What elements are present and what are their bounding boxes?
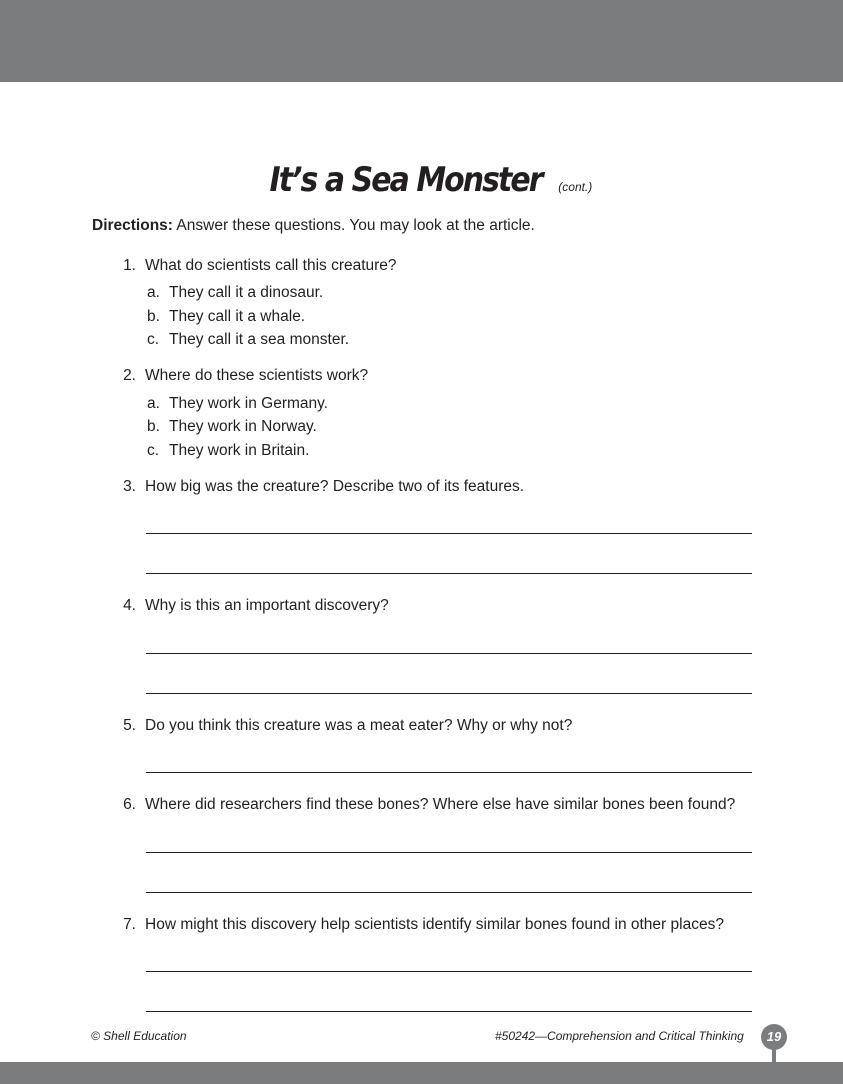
title-cont: (cont.): [558, 180, 593, 194]
question-number: 7.: [123, 916, 136, 933]
header-band: [0, 0, 843, 82]
answer-line[interactable]: [146, 1011, 752, 1012]
question-number: 1.: [123, 257, 136, 274]
question-text: What do scientists call this creature?: [145, 257, 397, 274]
title-text: It’s a Sea Monster: [269, 160, 542, 200]
option-text: They work in Britain.: [169, 442, 310, 459]
question-text: Where did researchers find these bones? Where else have similar bones been found?: [145, 796, 736, 813]
question-text: Where do these scientists work?: [145, 367, 369, 384]
question-text: How big was the creature? Describe two of its features.: [145, 478, 525, 495]
option-letter: b.: [147, 308, 160, 325]
option-letter: a.: [147, 284, 160, 301]
answer-line[interactable]: [146, 533, 752, 534]
directions-label: Directions:: [92, 217, 173, 234]
answer-line[interactable]: [146, 772, 752, 773]
footer-copyright: © Shell Education: [91, 1029, 187, 1043]
option-text: They call it a whale.: [169, 308, 306, 325]
option-letter: a.: [147, 395, 160, 412]
page-title: [0, 160, 843, 200]
question-number: 3.: [123, 478, 136, 495]
question-number: 4.: [123, 597, 136, 614]
option-text: They work in Norway.: [169, 418, 317, 435]
option-letter: c.: [147, 442, 160, 459]
question-text: Why is this an important discovery?: [145, 597, 389, 614]
page-number: 19: [761, 1024, 787, 1050]
question-text: Do you think this creature was a meat eater? Why or why not?: [145, 717, 573, 734]
question-number: 6.: [123, 796, 136, 813]
question-number: 2.: [123, 367, 136, 384]
question-text: How might this discovery help scientists identify similar bones found in other places?: [145, 916, 724, 933]
question-number: 5.: [123, 717, 136, 734]
answer-line[interactable]: [146, 653, 752, 654]
option-letter: c.: [147, 331, 160, 348]
option-text: They work in Germany.: [169, 395, 329, 412]
option-text: They call it a dinosaur.: [169, 284, 324, 301]
directions-text: Answer these questions. You may look at the article.: [176, 217, 535, 234]
option-letter: b.: [147, 418, 160, 435]
answer-line[interactable]: [146, 693, 752, 694]
answer-line[interactable]: [146, 892, 752, 893]
footer-band: [0, 1062, 843, 1084]
directions: [92, 217, 535, 235]
option-text: They call it a sea monster.: [169, 331, 350, 348]
footer-book-info: #50242—Comprehension and Critical Thinking: [495, 1029, 744, 1043]
answer-line[interactable]: [146, 971, 752, 972]
answer-line[interactable]: [146, 573, 752, 574]
answer-line[interactable]: [146, 852, 752, 853]
